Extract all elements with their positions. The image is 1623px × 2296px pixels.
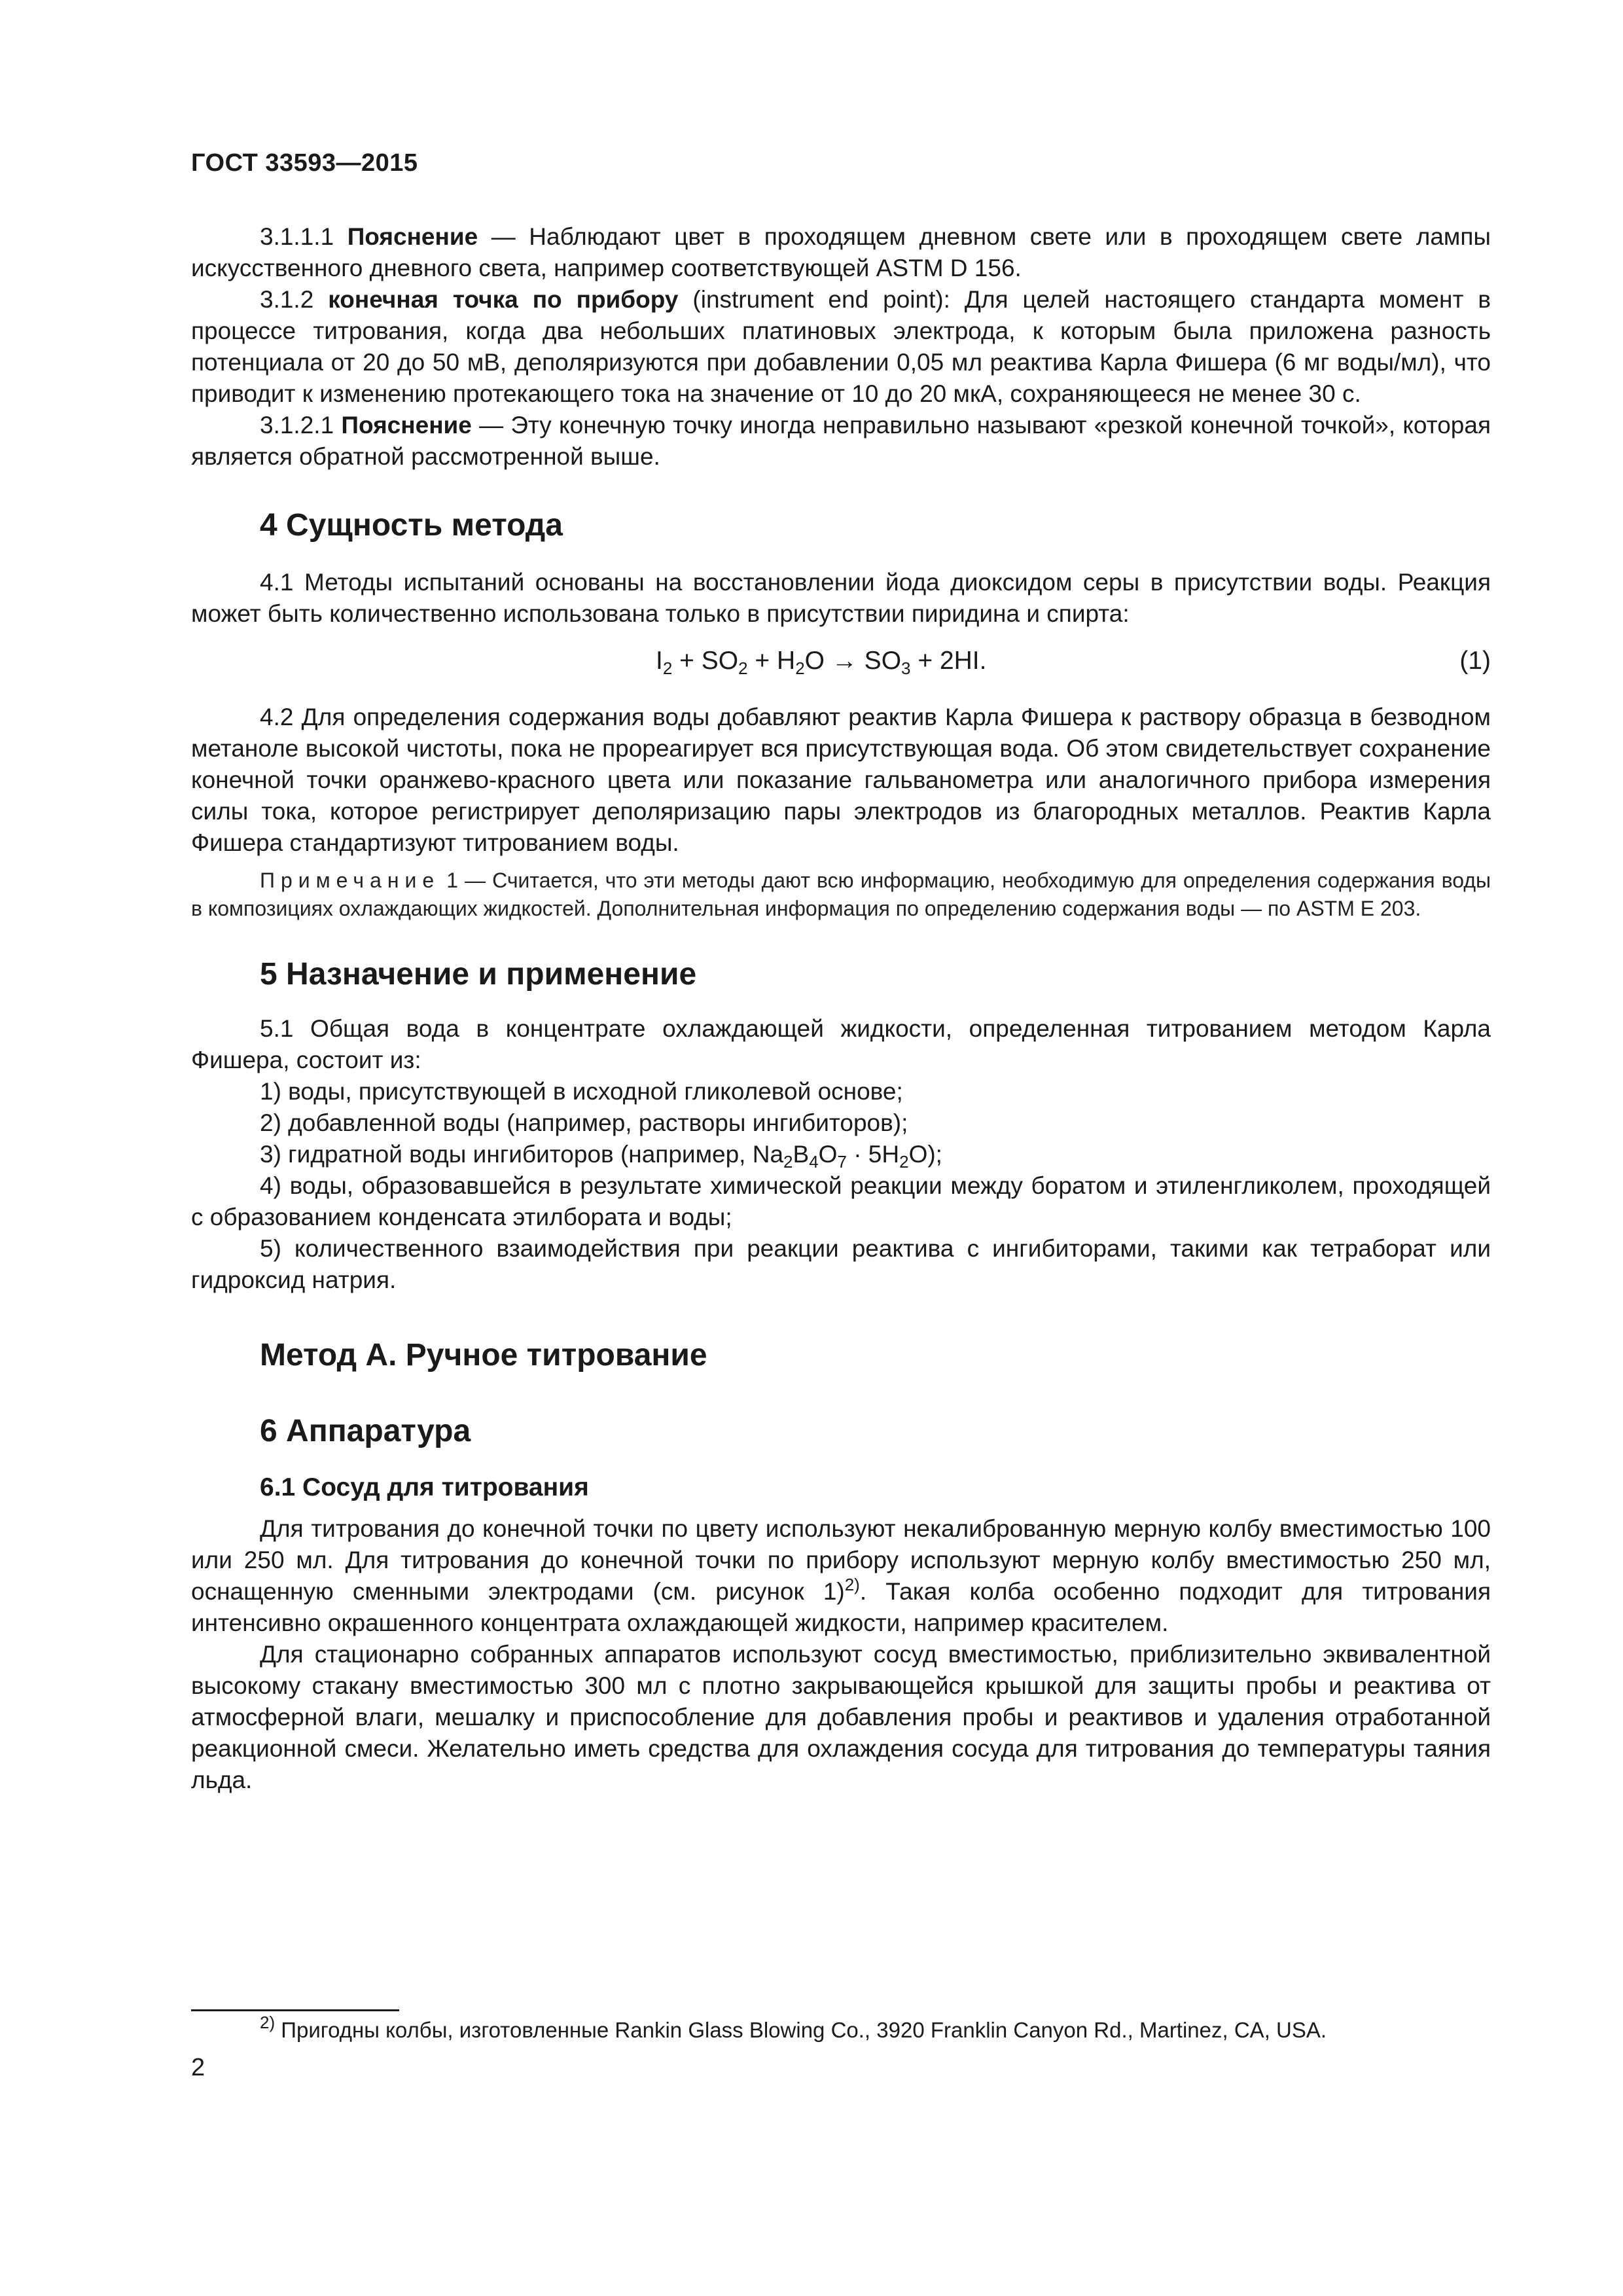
- term-label: Пояснение: [347, 223, 478, 250]
- page-number: 2: [191, 2054, 205, 2081]
- list-item: 4) воды, образовавшейся в результате химической реакции между боратом и этиленгликолем, проходящей с образованием конденсата этилбората и воды;: [191, 1172, 1491, 1230]
- term-label: конечная точка по прибору: [328, 286, 679, 313]
- formula-1: [191, 643, 1491, 682]
- footnote-reference: 2): [844, 1575, 860, 1594]
- note-1: Примечание 1 — Считается, что эти методы дают всю информацию, необходимую для определения содержания воды в композициях охлаждающих жидкостей. Дополнительная информация по определению содержания воды — по ASTM E 203.: [191, 869, 1491, 920]
- list-item: 5) количественного взаимодействия при реакции реактива с ингибиторами, такими как тетраборат или гидроксид натрия.: [191, 1235, 1491, 1293]
- section-6-1-heading: 6.1 Сосуд для титрования: [260, 1473, 589, 1501]
- term-label: Пояснение: [341, 412, 472, 439]
- paragraph-6-1-b: Для стационарно собранных аппаратов используют сосуд вместимостью, приблизительно эквивалентной высокому стакану вместимостью 300 мл с плотно закрывающейся крышкой для защиты пробы и реактива от атмосферной влаги, мешалку и приспособление для добавления пробы и реактивов и удаления отработанной реакционной смеси. Желательно иметь средства для охлаждения сосуда для титрования до температуры таяния льда.: [191, 1641, 1491, 1793]
- note-label: Примечание: [260, 869, 440, 892]
- list-item: 2) добавленной воды (например, растворы ингибиторов);: [260, 1109, 908, 1136]
- paragraph-3-1-2-1: 3.1.2.1 Пояснение — Эту конечную точку иногда неправильно называют «резкой конечной точкой», которая является обратной рассмотренной выше.: [191, 412, 1491, 470]
- paragraph-4-1: 4.1 Методы испытаний основаны на восстановлении йода диоксидом серы в присутствии воды. Реакция может быть количественно использована только в присутствии пиридина и спирта:: [191, 569, 1491, 627]
- formula-number: (1): [1459, 647, 1491, 675]
- paragraph-4-2: 4.2 Для определения содержания воды добавляют реактив Карла Фишера к раствору образца в безводном метаноле высокой чистоты, пока не прореагирует вся присутствующая вода. Об этом свидетельствует сохранение конечной точки оранжево-красного цвета или показание гальванометра или аналогичного прибора измерения силы тока, которое регистрирует деполяризацию пары электродов из благородных металлов. Реактив Карла Фишера стандартизуют титрованием воды.: [191, 704, 1491, 856]
- footnote: $^{2)}$ Пригодны колбы, изготовленные Rankin Glass Blowing Co., 3920 Franklin Canyon Rd., Martinez, CA, USA.: [260, 2013, 1327, 2042]
- method-a-heading: Метод А. Ручное титрование: [260, 1338, 707, 1372]
- paragraph-5-1: 5.1 Общая вода в концентрате охлаждающей жидкости, определенная титрованием методом Карла Фишера, состоит из:: [191, 1015, 1491, 1073]
- paragraph-6-1-a: Для титрования до конечной точки по цвету используют некалиброванную мерную колбу вместимостью 100 или 250 мл. Для титрования до конечной точки по прибору используют мерную колбу вместимостью 250 мл, оснащенную сменными электродами (см. рисунок 1)$^{2)}$. Такая колба особенно подходит для титрования интенсивно окрашенного концентрата охлаждающей жидкости, например красителем.: [191, 1515, 1491, 1636]
- standard-code: ГОСТ 33593—2015: [191, 149, 418, 177]
- section-4-heading: 4 Сущность метода: [260, 508, 563, 543]
- body-content: [191, 221, 1491, 1796]
- list-item: 1) воды, присутствующей в исходной гликолевой основе;: [260, 1078, 903, 1105]
- paragraph-3-1-1-1: 3.1.1.1 Пояснение — Наблюдают цвет в проходящем дневном свете или в проходящем свете лампы искусственного дневного света, например соответствующей ASTM D 156.: [191, 223, 1491, 281]
- paragraph-3-1-2: 3.1.2 конечная точка по прибору (instrument end point): Для целей настоящего стандарта момент в процессе титрования, когда два небольших платиновых электрода, к которым была приложена разность потенциала от 20 до 50 мВ, деполяризуются при добавлении 0,05 мл реактива Карла Фишера (6 мг воды/мл), что приводит к изменению протекающего тока на значение от 10 до 20 мкА, сохраняющееся не менее 30 с.: [191, 286, 1491, 407]
- formula-expression: $I_2 + SO_2 + H_2O \to SO_3 + 2HI$.: [656, 647, 987, 678]
- list-item: 3) гидратной воды ингибиторов (например, $Na_2B_4O_7 \cdot 5H_2O$);: [260, 1141, 942, 1172]
- footnote-divider: [191, 2009, 399, 2011]
- section-5-heading: 5 Назначение и применение: [260, 957, 697, 992]
- section-6-heading: 6 Аппаратура: [260, 1414, 471, 1448]
- footnote-marker: 2): [260, 2013, 276, 2032]
